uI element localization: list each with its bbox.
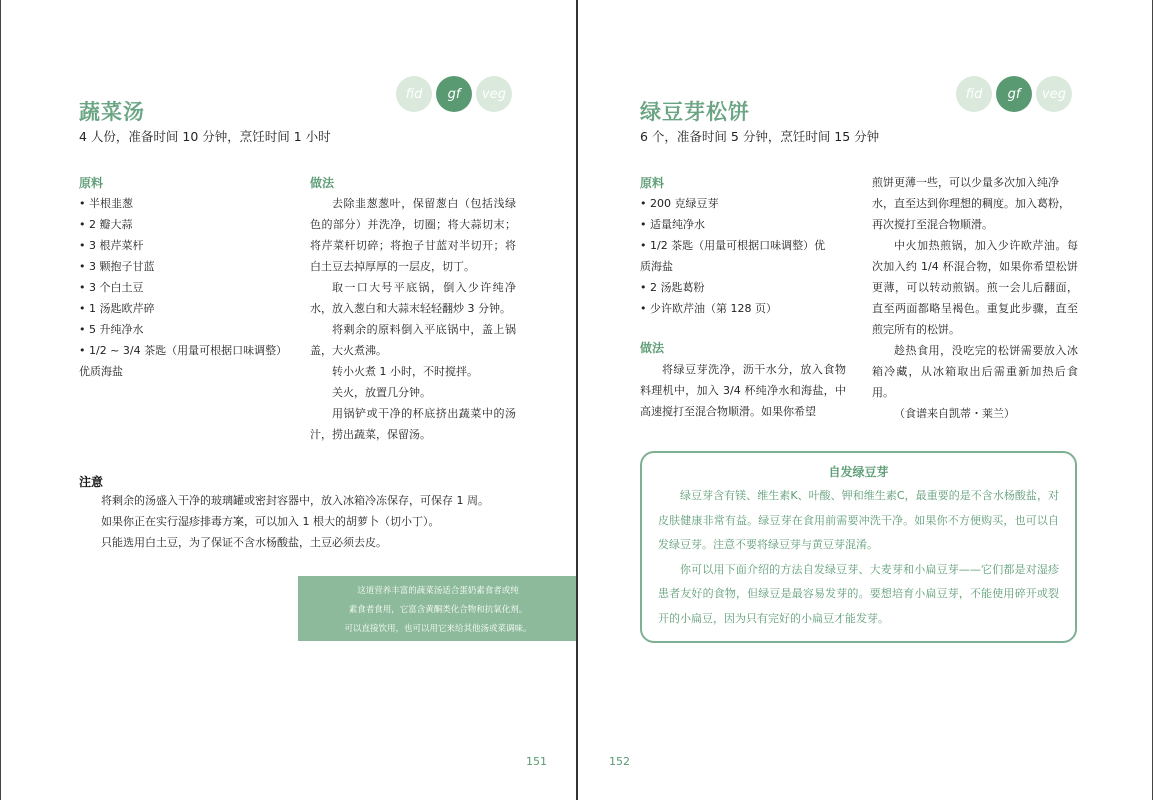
badge-veg: veg [476,76,512,112]
callout-line: 这道营养丰富的蔬菜汤适合蛋奶素食者或纯 [357,586,519,596]
ingredients-heading: 原料 [79,176,104,190]
badge-fid: fid [396,76,432,112]
method-step: 取一口大号平底锅，倒入少许纯净水，放入葱白和大蒜末轻轻翻炒 3 分钟。 [310,281,516,315]
left-page [0,0,576,800]
ingredient-item: • 1/2 ~ 3/4 茶匙（用量可根据口味调整） [79,344,288,357]
method-step: 趁热食用，没吃完的松饼需要放入冰箱冷藏，从冰箱取出后需重新加热后食用。 [872,344,1078,399]
ingredient-item: • 2 瓣大蒜 [79,218,133,231]
method-step: 关火，放置几分钟。 [332,386,431,399]
method-step: 将剩余的原料倒入平底锅中，盖上锅盖，大火煮沸。 [310,323,516,357]
right-page [576,0,1153,800]
page-number: 151 [526,755,547,768]
page-number: 152 [609,755,630,768]
sprouting-sidebar [640,451,1077,643]
ingredient-item: • 半根韭葱 [79,197,133,210]
method-text-right [872,172,1078,424]
method-step: 转小火煮 1 小时，不时搅拌。 [332,365,478,378]
method-line: 再次搅打至混合物顺滑。 [872,218,993,231]
sidebar-paragraph: 绿豆芽含有镁、维生素K、叶酸、钾和维生素C，最重要的是不含水杨酸盐，对皮肤健康非常有益。绿豆芽在食用前需要冲洗干净。如果你不方便购买，也可以自发绿豆芽。注意不要将绿豆芽与黄豆芽混淆。 [658,489,1059,551]
note-line: 将剩余的汤盛入干净的玻璃罐或密封容器中，放入冰箱冷冻保存，可保存 1 周。 [101,494,489,507]
callout-box [298,576,576,641]
recipe-title: 绿豆芽松饼 [640,100,750,124]
sidebar-paragraph: 你可以用下面介绍的方法自发绿豆芽、大麦芽和小扁豆芽——它们都是对湿疹患者友好的食物，但绿豆是最容易发芽的。要想培育小扁豆芽，不能使用碎开或裂开的小扁豆，因为只有完好的小扁豆才能发芽。 [658,562,1059,625]
note-line: 只能选用白土豆，为了保证不含水杨酸盐，土豆必须去皮。 [101,536,387,549]
recipe-credit: （食谱来自凯蒂・莱兰） [894,407,1015,420]
method-step: 中火加热煎锅，加入少许欧芹油。每次加入约 1/4 杯混合物，如果你希望松饼更薄，可以转动煎锅。煎一会儿后翻面，直至两面都略呈褐色。重复此步骤，直至煎完所有的松饼。 [872,239,1078,336]
note-text [101,490,521,553]
note-line: 如果你正在实行湿疹排毒方案，可以加入 1 根大的胡萝卜（切小丁）。 [101,515,440,528]
diet-badges [956,76,1072,112]
ingredient-item: • 1 汤匙欧芹碎 [79,302,155,315]
ingredients-heading: 原料 [640,176,665,190]
recipe-title: 蔬菜汤 [79,100,145,124]
method-step: 将绿豆芽洗净，沥干水分，放入食物料理机中，加入 3/4 杯纯净水和海盐，中高速搅打至混合物顺滑。如果你希望 [640,363,846,418]
method-line: 水，直至达到你理想的稠度。加入葛粉， [872,197,1070,210]
method-text [310,193,516,445]
badge-veg: veg [1036,76,1072,112]
ingredient-item: • 1/2 茶匙（用量可根据口味调整）优 [640,239,826,252]
method-text-left [640,359,846,422]
badge-gf: gf [996,76,1032,112]
sidebar-title: 自发绿豆芽 [828,465,889,479]
ingredients-list [640,193,850,319]
ingredient-item: • 3 根芹菜杆 [79,239,144,252]
ingredient-item: 质海盐 [640,260,673,273]
ingredient-item: • 5 升纯净水 [79,323,144,336]
method-continuation [872,172,1078,235]
ingredient-item: • 3 个白土豆 [79,281,144,294]
recipe-subtitle: 6 个，准备时间 5 分钟，烹饪时间 15 分钟 [640,129,880,144]
badge-gf: gf [436,76,472,112]
ingredient-item: 优质海盐 [79,365,123,378]
ingredient-item: • 200 克绿豆芽 [640,197,719,210]
diet-badges [396,76,512,112]
callout-line: 素食者食用，它富含黄酮类化合物和抗氧化剂。 [348,605,528,615]
ingredients-list [79,193,299,382]
method-step: 去除韭葱葱叶，保留葱白（包括浅绿色的部分）并洗净，切圈；将大蒜切末；将芹菜杆切碎；将抱子甘蓝对半切开；将白土豆去掉厚厚的一层皮，切丁。 [310,197,516,273]
method-step: 用锅铲或干净的杯底挤出蔬菜中的汤汁，捞出蔬菜，保留汤。 [310,407,516,441]
badge-fid: fid [956,76,992,112]
ingredient-item: • 少许欧芹油（第 128 页） [640,302,777,315]
ingredient-item: • 适量纯净水 [640,218,705,231]
callout-line: 可以直接饮用，也可以用它来给其他汤或菜调味。 [344,624,532,634]
recipe-subtitle: 4 人份，准备时间 10 分钟，烹饪时间 1 小时 [79,129,331,144]
method-heading: 做法 [310,176,335,190]
note-heading: 注意 [79,475,104,489]
method-line: 煎饼更薄一些，可以少量多次加入纯净 [872,176,1059,189]
ingredient-item: • 3 颗抱子甘蓝 [79,260,155,273]
sidebar-body [658,484,1059,631]
ingredient-item: • 2 汤匙葛粉 [640,281,705,294]
method-heading: 做法 [640,341,665,355]
